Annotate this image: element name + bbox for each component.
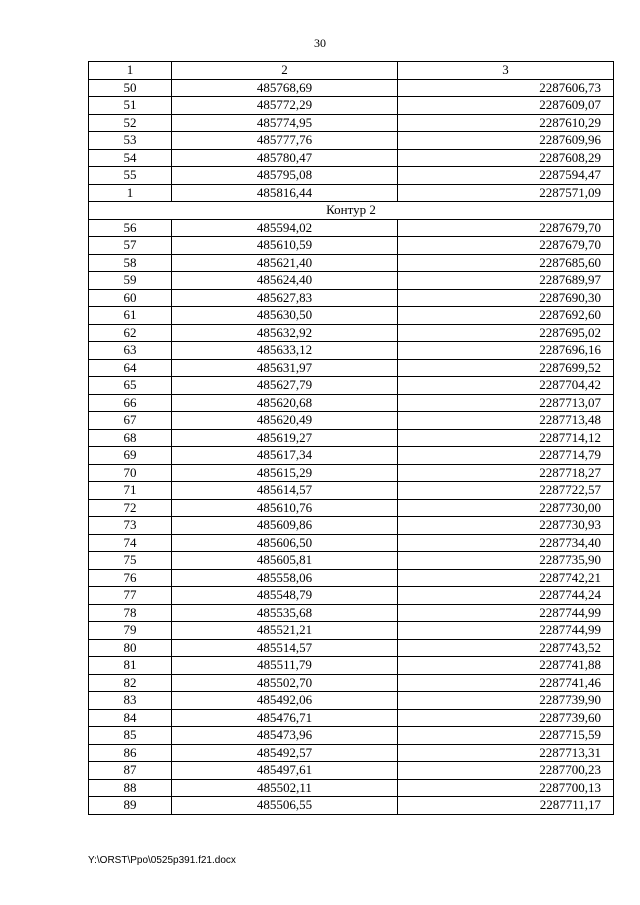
section-row bbox=[89, 202, 614, 220]
table-row bbox=[89, 254, 614, 272]
table-row bbox=[89, 447, 614, 465]
y-coordinate-cell: 2287696,16 bbox=[398, 342, 614, 360]
y-coordinate-cell: 2287715,59 bbox=[398, 727, 614, 745]
y-coordinate-cell: 2287608,29 bbox=[398, 149, 614, 167]
y-coordinate-cell: 2287734,40 bbox=[398, 534, 614, 552]
column-header-point: 1 bbox=[89, 62, 172, 80]
x-coordinate-cell: 485535,68 bbox=[172, 604, 398, 622]
point-number-cell: 89 bbox=[89, 797, 172, 815]
table-body bbox=[89, 79, 614, 814]
point-number-cell: 58 bbox=[89, 254, 172, 272]
table-row bbox=[89, 114, 614, 132]
point-number-cell: 65 bbox=[89, 377, 172, 395]
y-coordinate-cell: 2287730,93 bbox=[398, 517, 614, 535]
page-number: 30 bbox=[314, 36, 326, 50]
x-coordinate-cell: 485777,76 bbox=[172, 132, 398, 150]
y-coordinate-cell: 2287742,21 bbox=[398, 569, 614, 587]
table-row bbox=[89, 342, 614, 360]
point-number-cell: 69 bbox=[89, 447, 172, 465]
table-row bbox=[89, 569, 614, 587]
table-row bbox=[89, 482, 614, 500]
y-coordinate-cell: 2287609,96 bbox=[398, 132, 614, 150]
table-row bbox=[89, 307, 614, 325]
point-number-cell: 59 bbox=[89, 272, 172, 290]
x-coordinate-cell: 485615,29 bbox=[172, 464, 398, 482]
x-coordinate-cell: 485617,34 bbox=[172, 447, 398, 465]
table-row bbox=[89, 552, 614, 570]
y-coordinate-cell: 2287699,52 bbox=[398, 359, 614, 377]
y-coordinate-cell: 2287695,02 bbox=[398, 324, 614, 342]
point-number-cell: 79 bbox=[89, 622, 172, 640]
x-coordinate-cell: 485632,92 bbox=[172, 324, 398, 342]
point-number-cell: 68 bbox=[89, 429, 172, 447]
point-number-cell: 72 bbox=[89, 499, 172, 517]
y-coordinate-cell: 2287700,13 bbox=[398, 779, 614, 797]
y-coordinate-cell: 2287744,99 bbox=[398, 604, 614, 622]
y-coordinate-cell: 2287679,70 bbox=[398, 219, 614, 237]
table-row bbox=[89, 132, 614, 150]
y-coordinate-cell: 2287689,97 bbox=[398, 272, 614, 290]
table-row bbox=[89, 464, 614, 482]
point-number-cell: 51 bbox=[89, 97, 172, 115]
y-coordinate-cell: 2287741,46 bbox=[398, 674, 614, 692]
y-coordinate-cell: 2287741,88 bbox=[398, 657, 614, 675]
table-row bbox=[89, 412, 614, 430]
y-coordinate-cell: 2287714,12 bbox=[398, 429, 614, 447]
x-coordinate-cell: 485772,29 bbox=[172, 97, 398, 115]
y-coordinate-cell: 2287713,07 bbox=[398, 394, 614, 412]
column-header-y: 3 bbox=[398, 62, 614, 80]
x-coordinate-cell: 485627,79 bbox=[172, 377, 398, 395]
point-number-cell: 84 bbox=[89, 709, 172, 727]
table-header-row bbox=[89, 62, 614, 80]
y-coordinate-cell: 2287690,30 bbox=[398, 289, 614, 307]
y-coordinate-cell: 2287610,29 bbox=[398, 114, 614, 132]
x-coordinate-cell: 485511,79 bbox=[172, 657, 398, 675]
y-coordinate-cell: 2287743,52 bbox=[398, 639, 614, 657]
x-coordinate-cell: 485606,50 bbox=[172, 534, 398, 552]
point-number-cell: 55 bbox=[89, 167, 172, 185]
x-coordinate-cell: 485774,95 bbox=[172, 114, 398, 132]
table-row bbox=[89, 219, 614, 237]
y-coordinate-cell: 2287571,09 bbox=[398, 184, 614, 202]
point-number-cell: 86 bbox=[89, 744, 172, 762]
point-number-cell: 83 bbox=[89, 692, 172, 710]
point-number-cell: 74 bbox=[89, 534, 172, 552]
table-row bbox=[89, 167, 614, 185]
x-coordinate-cell: 485610,59 bbox=[172, 237, 398, 255]
y-coordinate-cell: 2287730,00 bbox=[398, 499, 614, 517]
table-row bbox=[89, 359, 614, 377]
x-coordinate-cell: 485473,96 bbox=[172, 727, 398, 745]
x-coordinate-cell: 485548,79 bbox=[172, 587, 398, 605]
x-coordinate-cell: 485558,06 bbox=[172, 569, 398, 587]
table-row bbox=[89, 762, 614, 780]
table-row bbox=[89, 534, 614, 552]
y-coordinate-cell: 2287711,17 bbox=[398, 797, 614, 815]
x-coordinate-cell: 485621,40 bbox=[172, 254, 398, 272]
table-row bbox=[89, 149, 614, 167]
x-coordinate-cell: 485609,86 bbox=[172, 517, 398, 535]
x-coordinate-cell: 485476,71 bbox=[172, 709, 398, 727]
point-number-cell: 64 bbox=[89, 359, 172, 377]
y-coordinate-cell: 2287722,57 bbox=[398, 482, 614, 500]
table-row bbox=[89, 779, 614, 797]
x-coordinate-cell: 485514,57 bbox=[172, 639, 398, 657]
x-coordinate-cell: 485502,11 bbox=[172, 779, 398, 797]
point-number-cell: 1 bbox=[89, 184, 172, 202]
y-coordinate-cell: 2287739,90 bbox=[398, 692, 614, 710]
y-coordinate-cell: 2287714,79 bbox=[398, 447, 614, 465]
x-coordinate-cell: 485594,02 bbox=[172, 219, 398, 237]
x-coordinate-cell: 485614,57 bbox=[172, 482, 398, 500]
table-row bbox=[89, 727, 614, 745]
table-row bbox=[89, 184, 614, 202]
x-coordinate-cell: 485631,97 bbox=[172, 359, 398, 377]
table-row bbox=[89, 79, 614, 97]
point-number-cell: 75 bbox=[89, 552, 172, 570]
footer-file-path: Y:\ORST\Ppo\0525p391.f21.docx bbox=[88, 855, 236, 866]
point-number-cell: 82 bbox=[89, 674, 172, 692]
x-coordinate-cell: 485627,83 bbox=[172, 289, 398, 307]
table-row bbox=[89, 377, 614, 395]
point-number-cell: 70 bbox=[89, 464, 172, 482]
table-row bbox=[89, 797, 614, 815]
point-number-cell: 87 bbox=[89, 762, 172, 780]
y-coordinate-cell: 2287609,07 bbox=[398, 97, 614, 115]
y-coordinate-cell: 2287594,47 bbox=[398, 167, 614, 185]
table-row bbox=[89, 744, 614, 762]
table-row bbox=[89, 622, 614, 640]
x-coordinate-cell: 485610,76 bbox=[172, 499, 398, 517]
table-row bbox=[89, 639, 614, 657]
x-coordinate-cell: 485633,12 bbox=[172, 342, 398, 360]
point-number-cell: 80 bbox=[89, 639, 172, 657]
point-number-cell: 81 bbox=[89, 657, 172, 675]
table-row bbox=[89, 709, 614, 727]
point-number-cell: 52 bbox=[89, 114, 172, 132]
table-row bbox=[89, 97, 614, 115]
point-number-cell: 61 bbox=[89, 307, 172, 325]
y-coordinate-cell: 2287744,24 bbox=[398, 587, 614, 605]
table-row bbox=[89, 604, 614, 622]
point-number-cell: 53 bbox=[89, 132, 172, 150]
x-coordinate-cell: 485624,40 bbox=[172, 272, 398, 290]
table-row bbox=[89, 429, 614, 447]
y-coordinate-cell: 2287692,60 bbox=[398, 307, 614, 325]
y-coordinate-cell: 2287718,27 bbox=[398, 464, 614, 482]
table-row bbox=[89, 394, 614, 412]
point-number-cell: 78 bbox=[89, 604, 172, 622]
point-number-cell: 85 bbox=[89, 727, 172, 745]
y-coordinate-cell: 2287739,60 bbox=[398, 709, 614, 727]
x-coordinate-cell: 485620,68 bbox=[172, 394, 398, 412]
y-coordinate-cell: 2287606,73 bbox=[398, 79, 614, 97]
y-coordinate-cell: 2287713,48 bbox=[398, 412, 614, 430]
point-number-cell: 60 bbox=[89, 289, 172, 307]
point-number-cell: 54 bbox=[89, 149, 172, 167]
x-coordinate-cell: 485497,61 bbox=[172, 762, 398, 780]
x-coordinate-cell: 485605,81 bbox=[172, 552, 398, 570]
y-coordinate-cell: 2287679,70 bbox=[398, 237, 614, 255]
point-number-cell: 66 bbox=[89, 394, 172, 412]
x-coordinate-cell: 485768,69 bbox=[172, 79, 398, 97]
table-row bbox=[89, 289, 614, 307]
x-coordinate-cell: 485620,49 bbox=[172, 412, 398, 430]
x-coordinate-cell: 485492,57 bbox=[172, 744, 398, 762]
table-row bbox=[89, 692, 614, 710]
y-coordinate-cell: 2287713,31 bbox=[398, 744, 614, 762]
x-coordinate-cell: 485816,44 bbox=[172, 184, 398, 202]
x-coordinate-cell: 485795,08 bbox=[172, 167, 398, 185]
table-row bbox=[89, 499, 614, 517]
column-header-x: 2 bbox=[172, 62, 398, 80]
point-number-cell: 76 bbox=[89, 569, 172, 587]
point-number-cell: 57 bbox=[89, 237, 172, 255]
table-row bbox=[89, 324, 614, 342]
table-row bbox=[89, 657, 614, 675]
point-number-cell: 71 bbox=[89, 482, 172, 500]
section-title: Контур 2 bbox=[89, 202, 614, 220]
x-coordinate-cell: 485506,55 bbox=[172, 797, 398, 815]
x-coordinate-cell: 485630,50 bbox=[172, 307, 398, 325]
y-coordinate-cell: 2287700,23 bbox=[398, 762, 614, 780]
table-row bbox=[89, 237, 614, 255]
y-coordinate-cell: 2287735,90 bbox=[398, 552, 614, 570]
y-coordinate-cell: 2287744,99 bbox=[398, 622, 614, 640]
y-coordinate-cell: 2287704,42 bbox=[398, 377, 614, 395]
point-number-cell: 73 bbox=[89, 517, 172, 535]
coordinates-table bbox=[88, 61, 614, 815]
table-row bbox=[89, 674, 614, 692]
table-row bbox=[89, 517, 614, 535]
x-coordinate-cell: 485521,21 bbox=[172, 622, 398, 640]
point-number-cell: 88 bbox=[89, 779, 172, 797]
x-coordinate-cell: 485619,27 bbox=[172, 429, 398, 447]
point-number-cell: 67 bbox=[89, 412, 172, 430]
point-number-cell: 50 bbox=[89, 79, 172, 97]
table-row bbox=[89, 587, 614, 605]
x-coordinate-cell: 485502,70 bbox=[172, 674, 398, 692]
point-number-cell: 63 bbox=[89, 342, 172, 360]
x-coordinate-cell: 485780,47 bbox=[172, 149, 398, 167]
point-number-cell: 56 bbox=[89, 219, 172, 237]
point-number-cell: 62 bbox=[89, 324, 172, 342]
x-coordinate-cell: 485492,06 bbox=[172, 692, 398, 710]
point-number-cell: 77 bbox=[89, 587, 172, 605]
y-coordinate-cell: 2287685,60 bbox=[398, 254, 614, 272]
table-row bbox=[89, 272, 614, 290]
